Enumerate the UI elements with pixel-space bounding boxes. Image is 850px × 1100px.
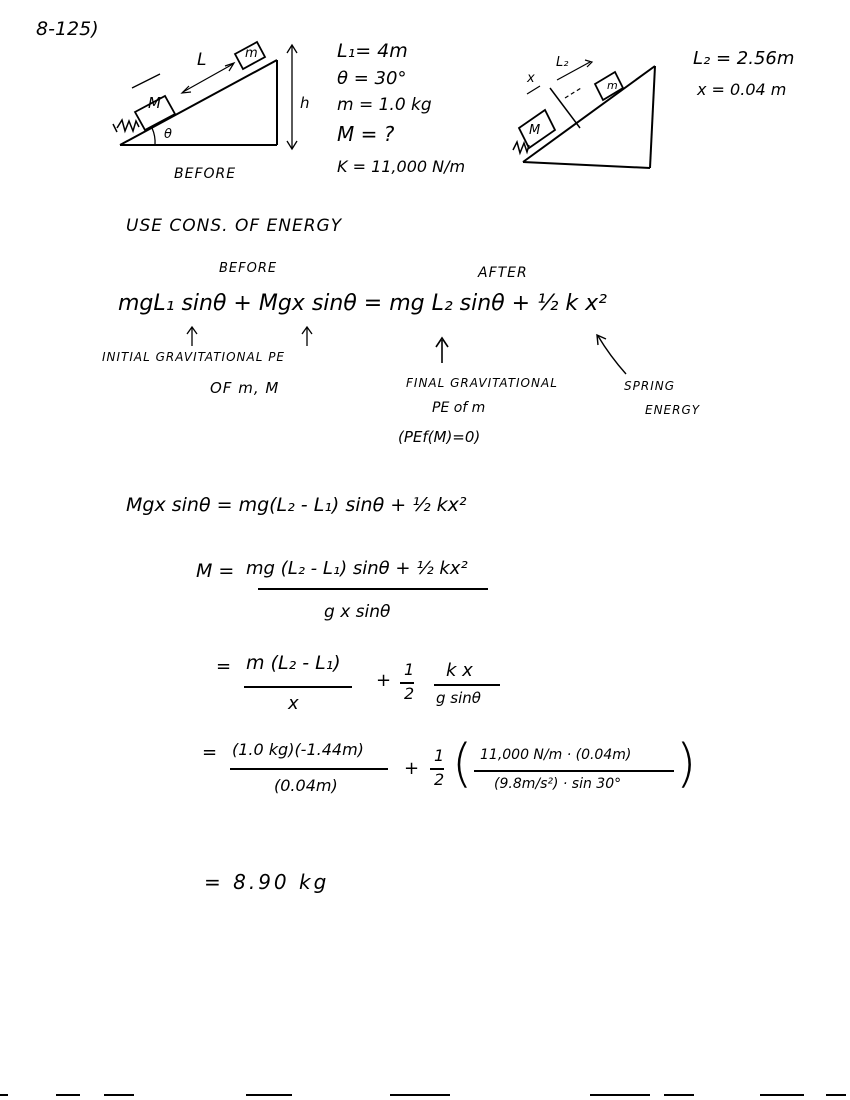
footer-dash (760, 1094, 804, 1096)
solution-step1: Mgx sinθ = mg(L₂ - L₁) sinθ + ½ kx² (126, 494, 467, 516)
energy-equation: mgL₁ sinθ + Mgx sinθ = mg L₂ sinθ + ½ k x² (118, 291, 607, 316)
label-block-m: m (245, 46, 258, 61)
note-final-line2: PE of m (432, 400, 486, 416)
given-theta: θ = 30° (337, 68, 407, 89)
step4-plus: + (404, 758, 420, 779)
step4-fraction-bar1 (230, 768, 388, 770)
footer-dash (246, 1094, 292, 1096)
step3-numerator1: m (L₂ - L₁) (246, 652, 341, 674)
final-result: = 8.90 kg (204, 870, 330, 894)
given-K: K = 11,000 N/m (337, 157, 466, 176)
footer-dash (390, 1094, 450, 1096)
step4-numerator2: 11,000 N/m · (0.04m) (480, 747, 632, 763)
step4-denominator1: (0.04m) (274, 776, 338, 795)
step2-numerator: mg (L₂ - L₁) sinθ + ½ kx² (246, 558, 468, 579)
step4-denominator2: (9.8m/s²) · sin 30° (494, 776, 622, 792)
step4-half-den: 2 (434, 770, 445, 789)
note-spring-line1: SPRING (624, 379, 676, 393)
given-M: M = ? (337, 122, 395, 146)
footer-dash (664, 1094, 694, 1096)
step4-fraction-bar2 (474, 770, 674, 772)
footer-dash (56, 1094, 80, 1096)
note-initial-line1: INITIAL GRAVITATIONAL PE (102, 350, 286, 364)
given-L2: L₂ = 2.56m (693, 48, 795, 69)
note-spring-line2: ENERGY (645, 403, 701, 417)
given-L1: L₁= 4m (337, 40, 408, 62)
label-block-M: M (148, 94, 161, 112)
note-final-line1: FINAL GRAVITATIONAL (406, 376, 558, 390)
step3-half-num: 1 (404, 660, 415, 679)
given-m: m = 1.0 kg (337, 95, 432, 115)
step3-denominator1: x (288, 693, 299, 714)
step3-plus: + (376, 670, 392, 691)
after-label-L2: L₂ (556, 55, 569, 70)
after-label-block-m: m (607, 79, 618, 92)
step3-fraction-bar2 (434, 684, 500, 686)
before-caption: BEFORE (174, 166, 237, 182)
footer-dash (0, 1094, 8, 1096)
step2-fraction-bar (258, 588, 488, 590)
step3-equals: = (216, 656, 232, 677)
footer-dash (826, 1094, 846, 1096)
footer-dash (104, 1094, 134, 1096)
step3-fraction-bar1 (244, 686, 352, 688)
step4-right-paren: ) (676, 734, 697, 794)
after-label-block-M: M (529, 123, 541, 138)
step3-denominator2: g sinθ (436, 689, 481, 707)
step4-equals: = (202, 742, 218, 763)
step4-numerator1: (1.0 kg)(-1.44m) (232, 740, 364, 759)
note-final-line3: (PEf(M)=0) (398, 428, 481, 446)
label-theta: θ (164, 127, 172, 142)
label-L: L (197, 50, 207, 70)
note-initial-line2: OF m, M (210, 379, 280, 397)
step3-numerator2: k x (446, 660, 473, 681)
step3-half-den: 2 (404, 684, 415, 703)
before-label: BEFORE (219, 261, 278, 276)
footer-dash (590, 1094, 650, 1096)
after-label-x: x (527, 71, 535, 86)
step4-half-num: 1 (434, 746, 445, 765)
problem-number: 8-125) (36, 18, 99, 40)
step2-lhs: M = (196, 560, 235, 582)
label-h: h (300, 94, 310, 112)
step4-left-paren: ( (452, 734, 473, 794)
method-text: USE CONS. OF ENERGY (126, 216, 343, 236)
after-label: AFTER (478, 265, 528, 281)
step2-denominator: g x sinθ (324, 602, 391, 622)
given-x: x = 0.04 m (697, 80, 787, 99)
